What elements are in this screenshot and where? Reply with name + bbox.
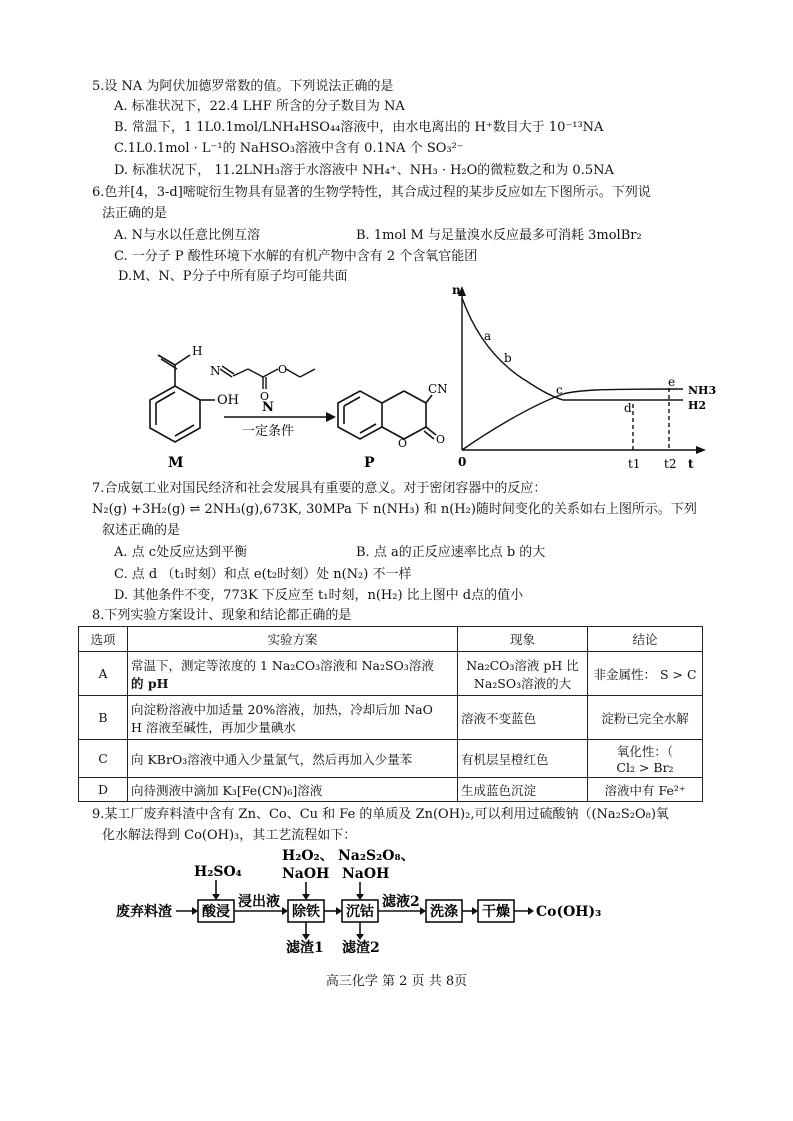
equilibrium-graph <box>448 282 723 472</box>
header-plan: 实验方案 <box>128 627 458 652</box>
svg-text:b: b <box>504 351 512 365</box>
q6-stem-line2: 法正确的是 <box>102 206 168 221</box>
q5-option-b: B. 常温下，1 1L0.1mol/LNH₄HSO₄₄溶液中，由水电离出的 H⁺数目大于 10⁻¹³NA <box>114 120 604 135</box>
flow-h2so4: H₂SO₄ <box>194 864 242 880</box>
q7-stem-line1: 7.合成氨工业对国民经济和社会发展具有重要的意义。对于密闭容器中的反应： <box>92 481 547 496</box>
q6-option-a: A. N与水以任意比例互溶 <box>114 228 261 243</box>
flow-product: Co(OH)₃ <box>536 904 602 920</box>
row-option: C <box>79 740 128 778</box>
q6-option-d: D.M、N、P分子中所有原子均可能共面 <box>118 269 348 284</box>
row-conclusion: 溶液中有 Fe²⁺ <box>588 778 703 802</box>
flow-start: 废弃料渣 <box>116 904 172 920</box>
svg-text:O: O <box>398 437 408 450</box>
svg-text:O: O <box>436 433 446 446</box>
q5-option-d: D. 标准状况下， 11.2LNH₃溶于水溶液中 NH₄⁺、NH₃ · H₂O的微粒数之和为 0.5NA <box>114 163 614 178</box>
flow-residue2: 滤渣2 <box>342 940 380 956</box>
q6-option-b: B. 1mol M 与足量溴水反应最多可消耗 3molBr₂ <box>356 228 642 243</box>
svg-text:a: a <box>484 329 492 343</box>
row-conclusion: 氧化性：（ Cl₂ > Br₂ <box>588 740 703 778</box>
q5-option-c: C.1L0.1mol · L⁻¹的 NaHSO₃溶液中含有 0.1NA 个 SO₃²⁻ <box>114 141 464 156</box>
svg-text:N: N <box>210 364 221 378</box>
header-option: 选项 <box>79 627 128 652</box>
row-observation: 有机层呈橙红色 <box>458 740 588 778</box>
flow-step5: 干燥 <box>482 904 510 920</box>
flow-step3: 沉钴 <box>346 904 374 920</box>
flow-step4: 洗涤 <box>430 904 458 920</box>
svg-text:H2: H2 <box>688 399 707 412</box>
molecule-p-label: P <box>364 455 375 471</box>
row-plan: 向淀粉溶液中加适量 20%溶液，加热，冷却后加 NaO H 溶液至碱性，再加少量碘水 <box>128 696 458 740</box>
table-header-row <box>79 627 703 652</box>
molecule-m-structure <box>150 355 215 442</box>
reagent-n-label: N <box>262 400 274 415</box>
flow-step1: 酸浸 <box>202 904 230 920</box>
svg-text:e: e <box>668 375 676 389</box>
header-observation: 现象 <box>458 627 588 652</box>
q9-stem-line2: 化水解法得到 Co(OH)₃，其工艺流程如下： <box>102 828 357 843</box>
row-option: B <box>79 696 128 740</box>
flow-reagent2b: NaOH <box>282 866 330 882</box>
m-h-label: H <box>192 345 203 358</box>
flow-leach: 浸出液 <box>238 894 280 910</box>
row-observation: 溶液不变蓝色 <box>458 696 588 740</box>
molecule-n-structure <box>220 366 315 389</box>
svg-text:0: 0 <box>458 455 467 469</box>
q7-stem-line3: 叙述正确的是 <box>102 523 181 538</box>
header-conclusion: 结论 <box>588 627 703 652</box>
row-observation: Na₂CO₃溶液 pH 比 Na₂SO₃溶液的大 <box>458 652 588 696</box>
svg-text:n: n <box>452 283 461 297</box>
svg-text:d: d <box>624 401 632 415</box>
q5-stem: 5.设 NA 为阿伏加德罗常数的值。下列说法正确的是 <box>92 79 394 94</box>
svg-text:t1: t1 <box>628 457 641 471</box>
flow-reagent3b: NaOH <box>342 866 390 882</box>
row-plan: 向待测液中滴加 K₃[Fe(CN)₆]溶液 <box>128 778 458 802</box>
molecule-p-structure <box>338 391 436 439</box>
q6-stem-line1: 6.色并[4，3-d]嘧啶衍生物具有显著的生物学特性，其合成过程的某步反应如左下图所示。下列说 <box>92 185 651 200</box>
q8-stem: 8.下列实验方案设计、现象和结论都正确的是 <box>92 608 352 623</box>
q7-option-a: A. 点 c处反应达到平衡 <box>114 545 248 560</box>
table-row <box>79 740 703 778</box>
h2-curve <box>462 298 683 400</box>
table-row <box>79 696 703 740</box>
q9-stem-line1: 9.某工厂废弃料渣中含有 Zn、Co、Cu 和 Fe 的单质及 Zn(OH)₂,可以利用过硫酸钠（(Na₂S₂O₈)氧 <box>92 807 669 822</box>
nh3-curve <box>462 389 683 450</box>
row-plan: 向 KBrO₃溶液中通入少量氯气，然后再加入少量苯 <box>128 740 458 778</box>
table-row <box>79 652 703 696</box>
flow-residue1: 滤渣1 <box>286 940 324 956</box>
molecule-m-label: M <box>168 455 184 471</box>
q6-option-c: C. 一分子 P 酸性环境下水解的有机产物中含有 2 个含氧官能团 <box>114 249 478 264</box>
table-row <box>79 778 703 802</box>
reaction-condition: 一定条件 <box>242 424 295 439</box>
q7-option-b: B. 点 a的正反应速率比点 b 的大 <box>356 545 546 560</box>
flow-filtrate2: 滤液2 <box>382 894 420 910</box>
flow-step2: 除铁 <box>292 904 320 920</box>
svg-text:NH3: NH3 <box>688 384 717 397</box>
row-option: D <box>79 778 128 802</box>
row-observation: 生成蓝色沉淀 <box>458 778 588 802</box>
reaction-scheme <box>120 345 450 475</box>
svg-text:t: t <box>688 457 694 471</box>
p-cn-label: CN <box>428 382 448 396</box>
flow-reagent3a: Na₂S₂O₈、 <box>338 848 415 864</box>
q7-stem-line2: N₂(g) +3H₂(g) ⇌ 2NH₃(g),673K, 30MPa 下 n(NH₃) 和 n(H₂)随时间变化的关系如右上图所示。下列 <box>92 502 697 517</box>
row-conclusion: 淀粉已完全水解 <box>588 696 703 740</box>
m-oh-label: OH <box>217 393 239 408</box>
svg-text:c: c <box>556 383 563 397</box>
q7-option-c: C. 点 d （t₁时刻）和点 e(t₂时刻）处 n(N₂) 不一样 <box>114 567 412 582</box>
row-conclusion: 非金属性： S > C <box>588 652 703 696</box>
q5-option-a: A. 标准状况下，22.4 LHF 所含的分子数目为 NA <box>114 99 405 114</box>
q8-table <box>78 626 703 802</box>
row-plan: 常温下，测定等浓度的 1 Na₂CO₃溶液和 Na₂SO₃溶液 的 pH <box>128 652 458 696</box>
page-footer: 高三化学 第 2 页 共 8页 <box>325 974 468 989</box>
svg-text:O: O <box>260 390 270 403</box>
svg-text:t2: t2 <box>664 457 677 471</box>
svg-text:O: O <box>278 363 288 376</box>
flow-reagent2a: H₂O₂、 <box>282 848 334 864</box>
q7-option-d: D. 其他条件不变，773K 下反应至 t₁时刻，n(H₂) 比上图中 d点的值小 <box>114 588 524 603</box>
process-flowchart <box>110 846 650 958</box>
row-option: A <box>79 652 128 696</box>
